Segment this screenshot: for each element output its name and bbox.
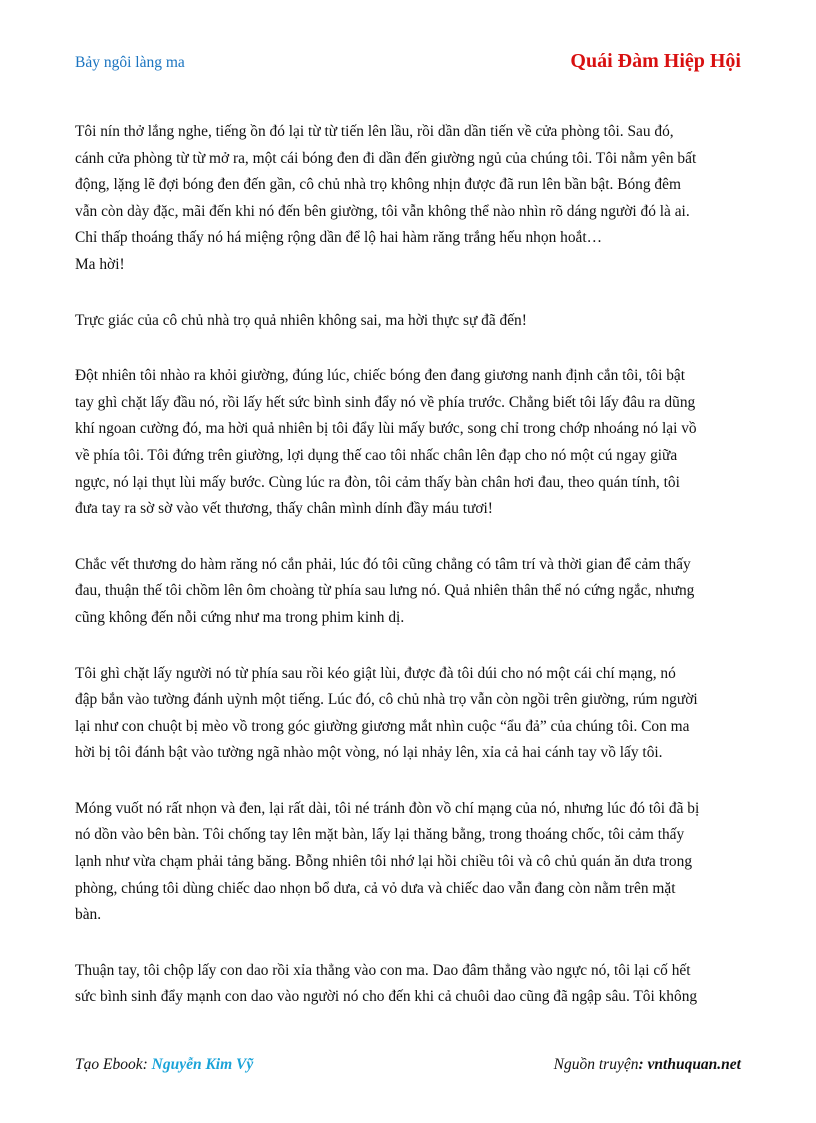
text-line: cũng không đến nỗi cứng như ma trong phim kinh dị. bbox=[75, 608, 405, 626]
source-site: vnthuquan.net bbox=[647, 1056, 741, 1073]
source-credit bbox=[554, 1056, 741, 1074]
text-line: đau, thuận thế tôi chồm lên ôm choàng từ phía sau lưng nó. Quả nhiên thân thể nó cứng ngắc, nhưng bbox=[75, 582, 695, 600]
paragraph bbox=[75, 308, 745, 335]
text-line: phòng, chúng tôi dùng chiếc dao nhọn bổ dưa, cả vỏ dưa và chiếc dao vẫn đang còn nằm trên mặt bbox=[75, 879, 676, 897]
text-line: Ma hời! bbox=[75, 255, 125, 273]
text-line: lại như con chuột bị mèo vồ trong góc giường giương mắt nhìn cuộc “ẩu đả” của chúng tôi. Con ma bbox=[75, 717, 690, 735]
text-line: lạnh như vừa chạm phải tảng băng. Bỗng nhiên tôi nhớ lại hồi chiều tôi và cô chủ quán ăn dưa trong bbox=[75, 853, 693, 871]
text-line: hời bị tôi đánh bật vào tường ngã nhào một vòng, nó lại nhảy lên, xỉa cả hai cánh tay vồ lấy tôi. bbox=[75, 744, 663, 762]
story-body bbox=[75, 119, 745, 1040]
text-line: Trực giác của cô chủ nhà trọ quả nhiên không sai, ma hời thực sự đã đến! bbox=[75, 311, 527, 329]
text-line: cánh cửa phòng từ từ mở ra, một cái bóng đen đi dần đến giường ngủ của chúng tôi. Tôi nằm yên bất bbox=[75, 149, 697, 167]
ebook-colon: : bbox=[142, 1056, 148, 1073]
publisher-name: Quái Đàm Hiệp Hội bbox=[570, 50, 741, 72]
text-line: Chắc vết thương do hàm răng nó cắn phải, lúc đó tôi cũng chẳng có tâm trí và thời gian để cảm thấy bbox=[75, 555, 691, 573]
text-line: sức bình sinh đẩy mạnh con dao vào người nó cho đến khi cả chuôi dao cũng đã ngập sâu. Tôi không bbox=[75, 988, 698, 1006]
text-line: bàn. bbox=[75, 906, 102, 924]
paragraph bbox=[75, 958, 745, 1011]
text-line: đưa tay ra sờ sờ vào vết thương, thấy chân mình dính đầy máu tươi! bbox=[75, 500, 493, 518]
text-line: khí ngoan cường đó, ma hời quả nhiên bị tôi đẩy lùi mấy bước, song chỉ trong chớp nhoáng nó lại vồ bbox=[75, 420, 697, 438]
text-line: đập bắn vào tường đánh uỳnh một tiếng. Lúc đó, cô chủ nhà trọ vẫn còn ngồi trên giường, rúm người bbox=[75, 691, 698, 709]
text-line: tay ghì chặt lấy đầu nó, rồi lấy hết sức bình sinh đẩy nó về phía trước. Chẳng biết tôi lấy đâu ra dũng bbox=[75, 393, 696, 411]
paragraph bbox=[75, 552, 745, 632]
text-line: về phía tôi. Tôi đứng trên giường, lợi dụng thế cao tôi nhấc chân lên đạp cho nó một cú ngay giữa bbox=[75, 446, 678, 464]
source-label: Nguồn truyện bbox=[553, 1056, 639, 1073]
text-line: Móng vuốt nó rất nhọn và đen, lại rất dài, tôi né tránh đòn vồ chí mạng của nó, nhưng lúc đó tôi đã bị bbox=[75, 799, 700, 817]
ebook-author: Nguyễn Kim Vỹ bbox=[151, 1056, 254, 1073]
text-line: Đột nhiên tôi nhào ra khỏi giường, đúng lúc, chiếc bóng đen đang giương nanh định cắn tôi, tôi bật bbox=[75, 367, 685, 385]
paragraph bbox=[75, 661, 745, 767]
text-line: Tôi nín thở lắng nghe, tiếng ồn đó lại từ từ tiến lên lầu, rồi dần dần tiến về cửa phòng tôi. Sau đó, bbox=[75, 123, 674, 140]
paragraph bbox=[75, 796, 745, 929]
text-line: vẫn còn dày đặc, mãi đến khi nó đến bên giường, tôi vẫn không thể nào nhìn rõ dáng người đó là ai. bbox=[75, 202, 690, 220]
paragraph bbox=[75, 363, 745, 523]
book-title: Bảy ngôi làng ma bbox=[75, 54, 185, 71]
source-colon: : bbox=[638, 1056, 644, 1073]
text-line: nó dồn vào bên bàn. Tôi chống tay lên mặt bàn, lấy lại thăng bằng, trong thoáng chốc, tôi cảm thấy bbox=[75, 826, 685, 844]
text-line: Thuận tay, tôi chộp lấy con dao rồi xỉa thẳng vào con ma. Dao đâm thẳng vào ngực nó, tôi lại cố hết bbox=[75, 961, 691, 979]
ebook-credit bbox=[75, 1056, 253, 1074]
ebook-label: Tạo Ebook bbox=[75, 1056, 143, 1073]
text-line: Chỉ thấp thoáng thấy nó há miệng rộng dần để lộ hai hàm răng trắng hếu nhọn hoắt… bbox=[75, 229, 603, 247]
page-header bbox=[75, 50, 741, 76]
text-line: động, lặng lẽ đợi bóng đen đến gần, cô chủ nhà trọ không nhịn được đã run lên bần bật. Bóng đêm bbox=[75, 176, 681, 194]
paragraph bbox=[75, 119, 745, 279]
text-line: ngực, nó lại thụt lùi mấy bước. Cùng lúc ra đòn, tôi cảm thấy bàn chân hơi đau, theo quán tính, tôi bbox=[75, 473, 680, 491]
text-line: Tôi ghì chặt lấy người nó từ phía sau rồi kéo giật lùi, được đà tôi dúi cho nó một cái chí mạng, nó bbox=[75, 664, 676, 682]
